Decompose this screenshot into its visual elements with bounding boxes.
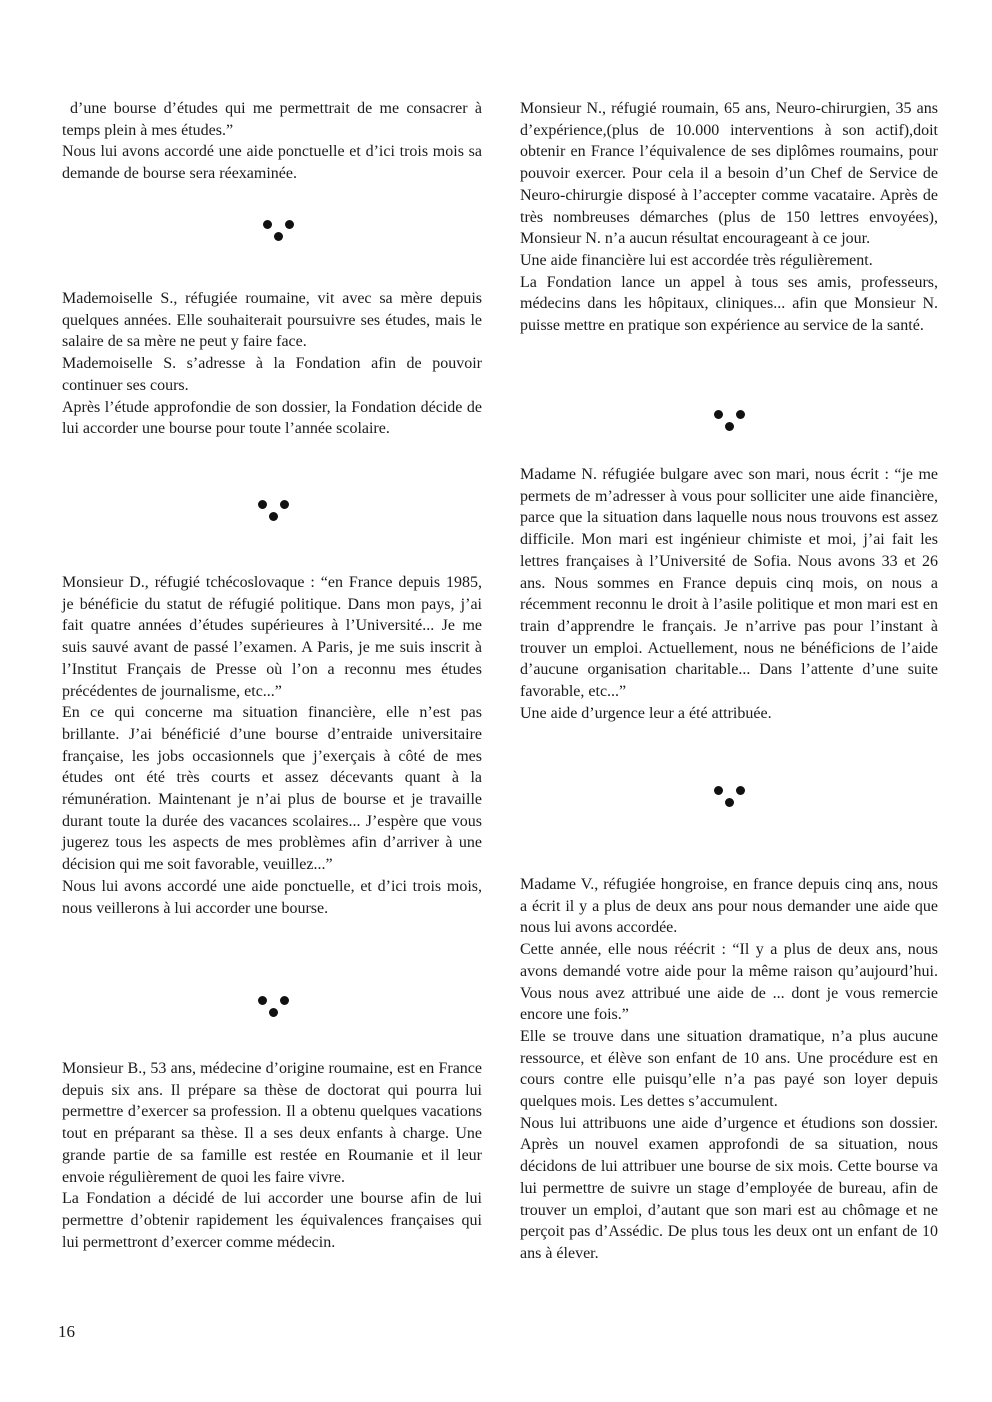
paragraph: Madame V., réfugiée hongroise, en france depuis cinq ans, nous a écrit il y a plus de deux ans pour nous demander une aide que nous lui avons accordée. xyxy=(520,876,938,937)
paragraph: Nous lui avons accordé une aide ponctuelle et d’ici trois mois sa demande de bourse sera réexaminée. xyxy=(62,143,482,183)
paragraph: Une aide d’urgence leur a été attribuée. xyxy=(520,704,772,722)
paragraph: La Fondation a décidé de lui accorder une bourse afin de lui permettre d’obtenir rapidement les équivalences françaises qui lui permettront d’exercer comme médecin. xyxy=(62,1190,482,1251)
paragraph: Madame N. réfugiée bulgare avec son mari, nous écrit : “je me permets de m’adresser à vous pour solliciter une aide financière, parce que la situation dans laquelle nous nous trouvons est assez difficile. Mon mari est ingénieur chimiste et moi, j’ai fait les lettres françaises à l’Université de Sofia. Nous avons 33 et 26 ans. Nous sommes en France depuis cinq mois, on nous a récemment reconnu le droit à l’asile politique et mon mari est en train d’apprendre le français. Je n’arrive pas pour l’instant à trouver un emploi. Actuellement, nous ne bénéficions de l’aide d’aucune organisation charitable... Dans l’attente d’une suite favorable, etc...” xyxy=(520,466,938,701)
paragraph: Nous lui avons accordé une aide ponctuelle, et d’ici trois mois, nous veillerons à lui accorder une bourse. xyxy=(62,877,482,917)
paragraph: Monsieur N., réfugié roumain, 65 ans, Neuro-chirurgien, 35 ans d’expérience,(plus de 10.000 interventions à son actif),doit obtenir en France l’équivalence de ses diplômes roumains, pour pouvoir exercer. Pour cela il a besoin d’un Chef de Service de Neuro-chirurgie disposé à l’accepter comme vacataire. Après de très nombreuses démarches (plus de 150 lettres envoyées), Monsieur N. n’a aucun résultat encourageant à ce jour. xyxy=(520,100,938,248)
page-number: 16 xyxy=(58,1322,75,1341)
section-monsieur-b xyxy=(62,1058,482,1253)
paragraph: Mademoiselle S., réfugiée roumaine, vit avec sa mère depuis quelques années. Elle souhaiterait poursuivre ses études, mais le salaire de sa mère ne peut y faire face. xyxy=(62,290,482,351)
section-monsieur-d xyxy=(62,572,482,919)
section-separator-dots xyxy=(258,500,294,524)
section-separator-dots xyxy=(263,220,299,244)
paragraph: La Fondation lance un appel à tous ses amis, professeurs, médecins dans les hôpitaux, cliniques... afin que Monsieur N. puisse mettre en pratique son expérience au service de la santé. xyxy=(520,273,938,335)
section-monsieur-n xyxy=(520,98,938,337)
paragraph: Monsieur D., réfugié tchécoslovaque : “en France depuis 1985, je bénéficie du statut de réfugié politique. Dans mon pays, j’ai fait quatre années d’études supérieures à l’Université... Je me suis sauvé avant de passé l’examen. A Paris, je me suis inscrit à l’Institut Français de Presse où l’on a reconnu mes études précédentes de journalisme, etc...” xyxy=(62,574,482,700)
paragraph: Monsieur B., 53 ans, médecine d’origine roumaine, est en France depuis six ans. Il prépare sa thèse de doctorat qui pourra lui permettre d’exercer sa profession. Il a obtenu quelques vacations tout en préparant sa thèse. Il a ses deux enfants à charge. Une grande partie de sa famille est restée en Roumanie et il leur envoie régulièrement de quoi les faire vivre. xyxy=(62,1060,482,1186)
section-bourse-etudes-end xyxy=(62,98,482,185)
section-madame-n xyxy=(520,464,938,724)
paragraph: En ce qui concerne ma situation financière, elle n’est pas brillante. J’ai bénéficié d’une bourse d’entraide universitaire française, les jobs occasionnels que j’exerçais à côté de mes études ont été très courts et assez décevants quant à la rémunération. Maintenant je n’ai plus de bourse et je travaille durant toute la durée des vacances scolaires... J’espère que vous jugerez tous les aspects de mes problèmes afin d’arriver à une décision qui me soit favorable, veuillez...” xyxy=(62,704,482,874)
section-separator-dots xyxy=(714,786,750,810)
paragraph: Cette année, elle nous réécrit : “Il y a plus de deux ans, nous avons demandé votre aide pour la même raison qu’aujourd’hui. Vous nous avez attribué une aide de ... dont je vous remercie encore une fois.” xyxy=(520,941,938,1024)
section-separator-dots xyxy=(714,410,750,434)
paragraph: Mademoiselle S. s’adresse à la Fondation afin de pouvoir continuer ses cours. xyxy=(62,355,482,394)
paragraph: d’une bourse d’études qui me permettrait de me consacrer à temps plein à mes études.” xyxy=(62,100,482,139)
paragraph: Une aide financière lui est accordée très régulièrement. xyxy=(520,251,873,269)
section-madame-v xyxy=(520,874,938,1265)
paragraph: Après l’étude approfondie de son dossier, la Fondation décide de lui accorder une bourse pour toute l’année scolaire. xyxy=(62,398,482,438)
paragraph: Elle se trouve dans une situation dramatique, n’a plus aucune ressource, et élève son enfant de 10 ans. Une procédure est en cours contre elle puisqu’elle n’a pas payé son loyer depuis quelques mois. Les dettes s’accumulent. xyxy=(520,1027,938,1111)
paragraph: Nous lui attribuons une aide d’urgence et étudions son dossier. Après un nouvel examen approfondi de sa situation, nous décidons de lui attribuer une bourse de six mois. Cette bourse va lui permettre de suivre un stage d’employée de bureau, afin de trouver un emploi, d’autant que son mari est au chômage et ne perçoit pas d’Assédic. De plus tous les deux ont un enfant de 10 ans à élever. xyxy=(520,1114,938,1262)
section-separator-dots xyxy=(258,996,294,1020)
section-mademoiselle-s xyxy=(62,288,482,440)
